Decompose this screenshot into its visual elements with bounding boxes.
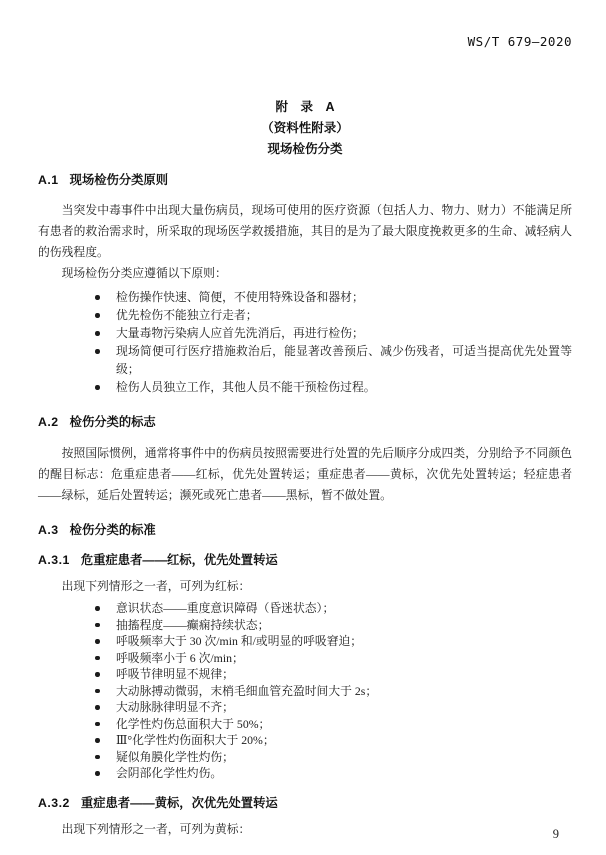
bullet-item: 大动脉脉律明显不齐； [93, 699, 572, 716]
section-title-a31: 危重症患者——红标，优先处置转运 [80, 553, 278, 567]
page-number: 9 [552, 827, 559, 841]
doc-code: WS/T 679—2020 [467, 34, 572, 49]
a2-paragraph-1: 按照国际惯例，通常将事件中的伤病员按照需要进行处置的先后顺序分成四类，分别给予不同颜色的醒目标志：危重症患者——红标，优先处置转运；重症患者——黄标，次优先处置转运；轻症患者——绿标，延后处置转运；濒死或死亡患者——黑标，暂不做处置。 [38, 446, 572, 502]
section-title-a32: 重症患者——黄标，次优先处置转运 [80, 795, 278, 810]
appendix-title [38, 97, 572, 160]
a31-intro: 出现下列情形之一者，可列为红标： [61, 579, 251, 593]
appendix-title-line3: 现场检伤分类 [267, 142, 343, 156]
a32-intro: 出现下列情形之一者，可列为黄标： [61, 821, 251, 836]
section-number-a32: A.3.2 [38, 795, 70, 810]
bullet-item: 呼吸频率小于 6 次/min； [93, 650, 572, 667]
section-heading-a3 [38, 522, 572, 538]
bullet-item: 大动脉搏动微弱，末梢毛细血管充盈时间大于 2s； [93, 683, 572, 700]
bullet-item: 呼吸节律明显不规律； [93, 666, 572, 683]
a1-paragraph-2: 现场检伤分类应遵循以下原则： [61, 266, 227, 280]
page-header [38, 34, 572, 49]
section-heading-a1 [38, 172, 572, 188]
bullet-item: 化学性灼伤总面积大于 50%； [93, 716, 572, 733]
section-title-a3: 检伤分类的标准 [69, 523, 156, 537]
bullet-item: 抽搐程度——癫痫持续状态； [93, 617, 572, 634]
bullet-item: 意识状态——重度意识障碍（昏迷状态）； [93, 600, 572, 617]
bullet-item: 检伤人员独立工作，其他人员不能干预检伤过程。 [93, 378, 572, 396]
bullet-item: 会阴部化学性灼伤。 [93, 765, 572, 782]
bullet-item: 现场简便可行医疗措施救治后，能显著改善预后、减少伤残者，可适当提高优先处置等级； [93, 342, 572, 378]
a31-bullet-list [38, 600, 572, 782]
appendix-title-line2: （资料性附录） [261, 121, 349, 135]
section-number-a31: A.3.1 [38, 553, 70, 567]
bullet-item: 检伤操作快速、简便，不使用特殊设备和器材； [93, 288, 572, 306]
appendix-title-line1: 附 录 A [275, 100, 335, 114]
bullet-item: 大量毒物污染病人应首先洗消后，再进行检伤； [93, 324, 572, 342]
a1-paragraph-1: 当突发中毒事件中出现大量伤病员，现场可使用的医疗资源（包括人力、物力、财力）不能满足所有患者的救治需求时，所采取的现场医学救援措施，其目的是为了最大限度挽救更多的生命、减轻病人的伤残程度。 [38, 203, 572, 259]
section-heading-a32 [38, 795, 572, 811]
bullet-item: 优先检伤不能独立行走者； [93, 306, 572, 324]
bullet-item: Ⅲ°化学性灼伤面积大于 20%； [93, 732, 572, 749]
bullet-item: 疑似角膜化学性灼伤； [93, 749, 572, 766]
a1-bullet-list [38, 288, 572, 396]
section-title-a2: 检伤分类的标志 [69, 415, 156, 429]
section-number-a2: A.2 [38, 415, 59, 429]
section-title-a1: 现场检伤分类原则 [69, 173, 169, 187]
section-number-a3: A.3 [38, 523, 59, 537]
section-heading-a31 [38, 552, 572, 568]
section-heading-a2 [38, 414, 572, 430]
section-number-a1: A.1 [38, 173, 59, 187]
bullet-item: 呼吸频率大于 30 次/min 和/或明显的呼吸窘迫； [93, 633, 572, 650]
